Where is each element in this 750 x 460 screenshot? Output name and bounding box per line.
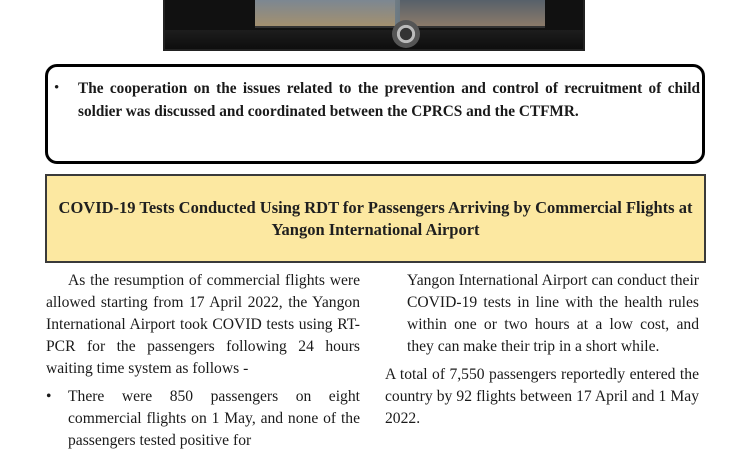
left-bullet-text: There were 850 passengers on eight commercial flights on 1 May, and none of the passengers tested positive for [68,388,360,449]
webcam-icon [392,20,420,48]
highlight-note-box [45,64,705,164]
video-participant-left [255,0,395,26]
article-headline: COVID-19 Tests Conducted Using RDT for Passengers Arriving by Commercial Flights at Yangon International Airport [58,197,693,239]
left-bullet-item [46,386,360,452]
bullet-icon: • [54,80,60,96]
desk-surface [165,30,583,51]
meeting-photo [163,0,585,51]
left-column [46,270,360,452]
right-paragraph-1: Yangon International Airport can conduct their COVID-19 tests in line with the health rules within one or two hours at a low cost, and they can make their trip in a short while. [407,272,699,355]
right-column [385,270,699,430]
bullet-icon: • [46,388,52,405]
article-headline-banner [45,174,706,263]
left-paragraph-1: As the resumption of commercial flights were allowed starting from 17 April 2022, the Yangon International Airport took COVID tests using RT-PCR for the passengers following 24 hours waiting time system as follows - [46,272,360,377]
right-paragraph-2: A total of 7,550 passengers reportedly entered the country by 92 flights between 17 April and 1 May 2022. [385,366,699,427]
note-text: The cooperation on the issues related to the prevention and control of recruitment of child soldier was discussed and coordinated between the CPRCS and the CTFMR. [78,80,700,120]
video-participant-right [400,0,545,26]
